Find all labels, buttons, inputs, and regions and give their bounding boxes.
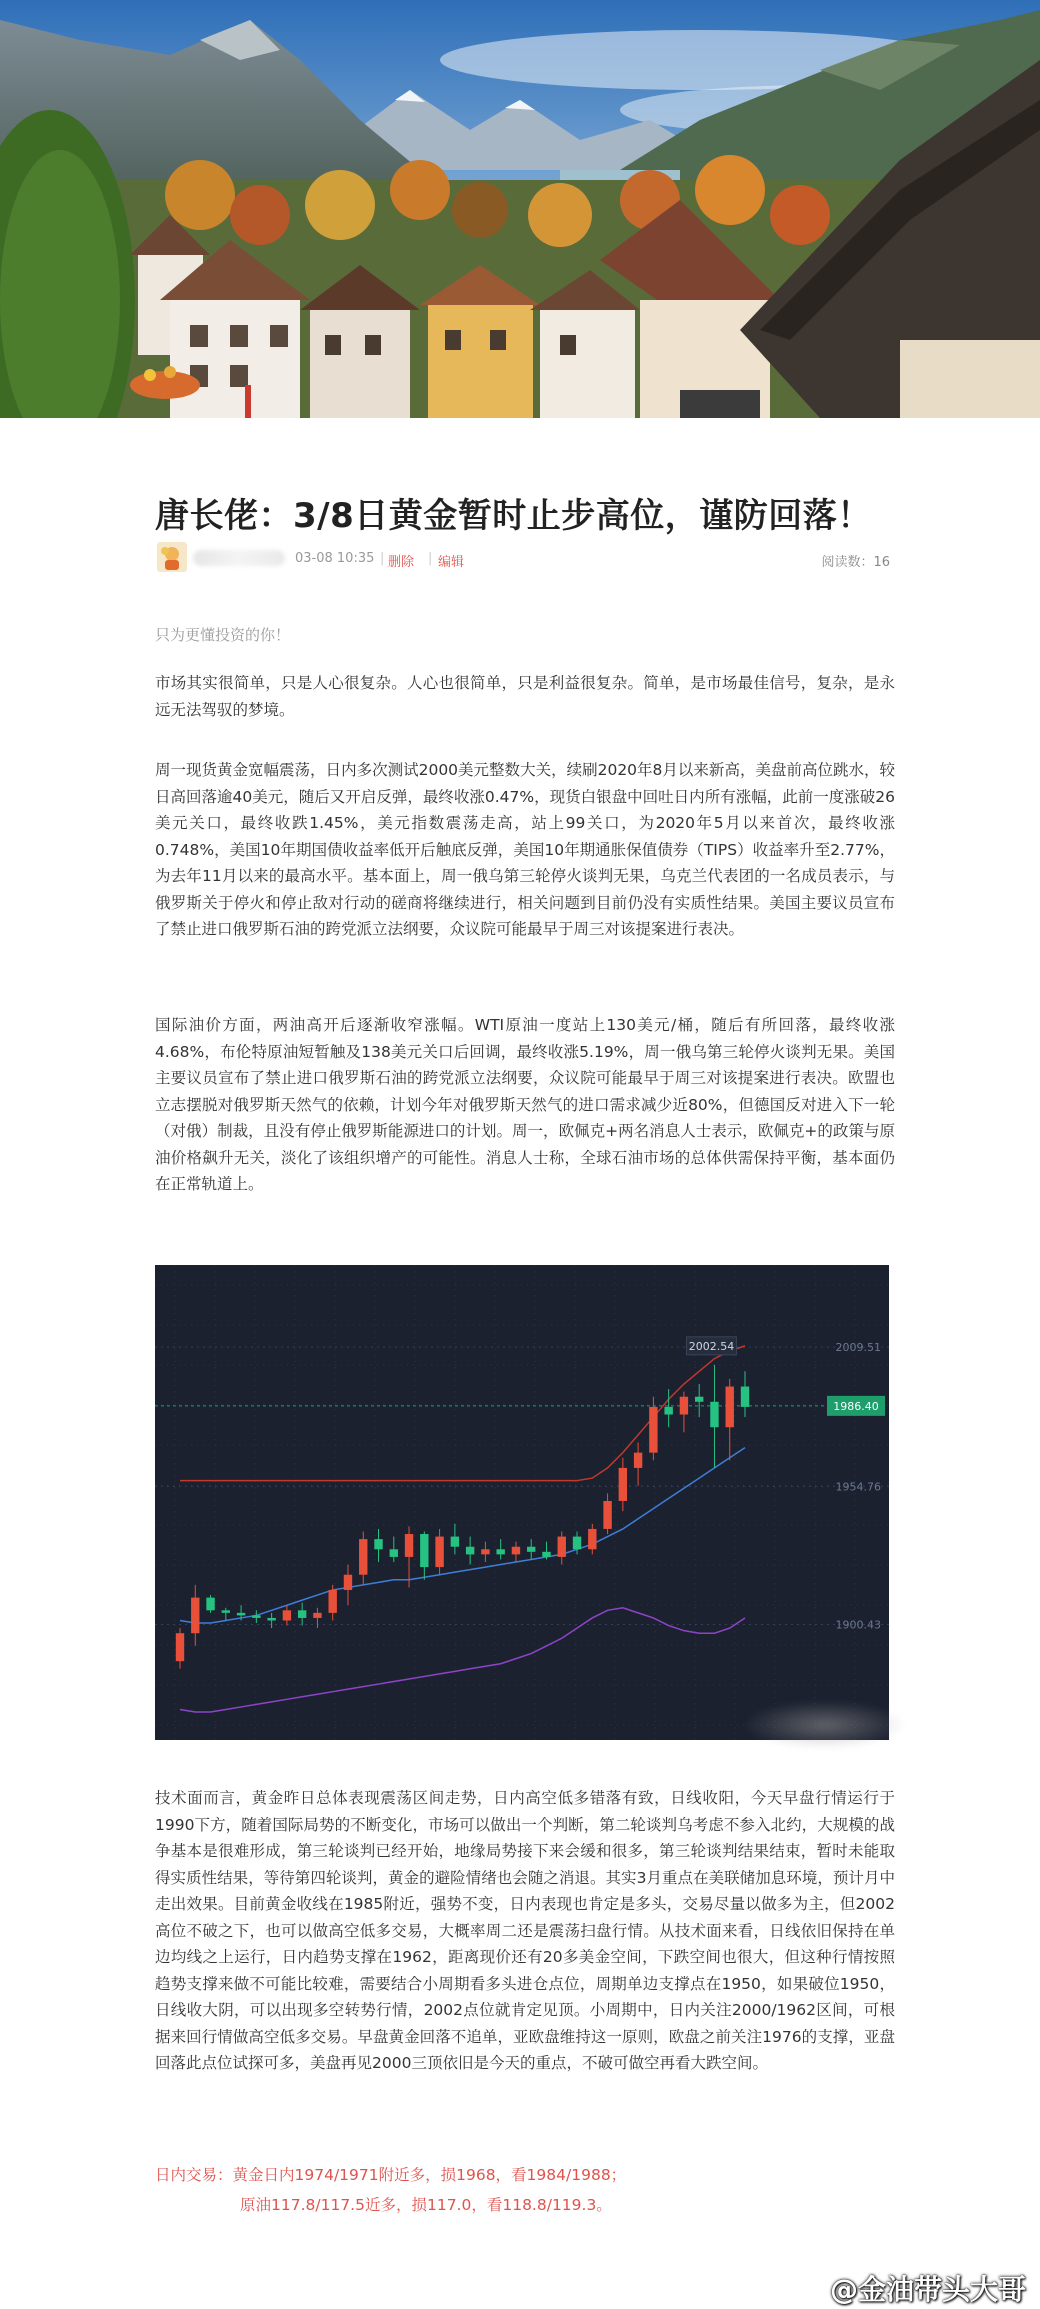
candle-body [313, 1613, 321, 1618]
article-meta [155, 542, 890, 582]
article-title: 唐长佬：3/8日黄金暂时止步高位，谨防回落！ [155, 496, 872, 536]
candle-body [252, 1615, 260, 1618]
author-name-blurred [193, 550, 285, 566]
candle-body [466, 1547, 474, 1555]
brand-watermark: @金油带头大哥 [829, 2273, 1026, 2306]
candle-body [344, 1575, 352, 1590]
candle-body [405, 1534, 413, 1557]
candle-body [649, 1407, 657, 1453]
candle-body [710, 1402, 718, 1427]
candle-body [237, 1613, 245, 1616]
candle-body [298, 1610, 306, 1618]
high-price-label: 2002.54 [688, 1339, 735, 1353]
article-tagline: 只为更懂投资的你！ [155, 626, 291, 644]
candle-body [222, 1610, 230, 1613]
price-level-label: 1954.76 [835, 1480, 881, 1494]
candle-body [726, 1387, 734, 1428]
candle-body [374, 1539, 382, 1549]
candle-body [634, 1453, 642, 1468]
gold-candlestick-chart [155, 1265, 889, 1740]
paragraph-gold-fundamentals: 周一现货黄金宽幅震荡，日内多次测试2000美元整数大关，续刷2020年8月以来新高，美盘前高位跳水，较日高回落逾40美元，随后又开启反弹，最终收涨0.47%，现货白银盘中回吐日内所有涨幅，此前一度涨破26美元关口，最终收跌1.45%，美元指数震荡走高，站上99关口，为2020年5月以来首次，最终收涨0.748%，美国10年期国债收益率低开后触底反弹，美国10年期通胀保值债券（TIPS）收益率升至2.77%，为去年11月以来的最高水平。基本面上，周一俄乌第三轮停火谈判无果，乌克兰代表团的一名成员表示，与俄罗斯关于停火和停止敌对行动的磋商将继续进行，相关问题到目前仍没有实质性结果。美国主要议员宣布了禁止进口俄罗斯石油的跨党派立法纲要，众议院可能最早于周三对该提案进行表决。 [155, 761, 895, 938]
candle-body [191, 1598, 199, 1634]
upper-band-line [180, 1346, 745, 1481]
candle-body [329, 1590, 337, 1613]
paragraph-intro: 市场其实很简单，只是人心很复杂。人心也很简单，只是利益很复杂。简单，是市场最佳信号，复杂，是永远无法驾驭的梦境。 [155, 674, 895, 719]
candle-body [527, 1547, 535, 1552]
candle-body [359, 1539, 367, 1575]
candle-body [481, 1549, 489, 1554]
candle-body [435, 1537, 443, 1568]
candle-body [420, 1534, 428, 1567]
candle-body [680, 1397, 688, 1415]
trade-suggestion [155, 2160, 626, 2220]
candle-body [496, 1549, 504, 1554]
candle-body [176, 1633, 184, 1661]
candle-body [390, 1549, 398, 1557]
delete-link[interactable]: 删除 [388, 555, 415, 570]
meta-separator: | [380, 551, 385, 566]
candle-body [588, 1529, 596, 1549]
candle-body [283, 1610, 291, 1620]
candle-body [741, 1387, 749, 1407]
candle-body [619, 1468, 627, 1501]
candle-body [512, 1547, 520, 1555]
candle-body [542, 1552, 550, 1557]
price-level-label: 2009.51 [835, 1341, 881, 1355]
watermark-blurred [742, 1700, 907, 1750]
publish-time: 03-08 10:35 [295, 551, 375, 566]
current-price-label: 1986.40 [833, 1399, 879, 1413]
price-level-label: 1900.43 [835, 1618, 881, 1632]
trade-oil-line: 原油117.8/117.5近多，损117.0，看118.8/119.3。 [240, 2196, 612, 2214]
hero-landscape-image [0, 0, 1040, 418]
read-count: 阅读数：16 [821, 555, 890, 570]
candle-body [695, 1397, 703, 1402]
candle-body [573, 1537, 581, 1550]
candle-body [603, 1501, 611, 1529]
edit-link[interactable]: 编辑 [438, 555, 465, 570]
candle-body [206, 1598, 214, 1611]
middle-band-line [180, 1448, 745, 1623]
candle-body [664, 1407, 672, 1415]
meta-separator: | [428, 551, 433, 566]
avatar[interactable] [157, 542, 187, 572]
paragraph-technical: 技术面而言，黄金昨日总体表现震荡区间走势，日内高空低多错落有致，日线收阳，今天早盘行情运行于1990下方，随着国际局势的不断变化，市场可以做出一个判断，第二轮谈判乌考虑不参入北约，大规模的战争基本是很难形成，第三轮谈判已经开始，地缘局势接下来会缓和很多，第三轮谈判结果结束，暂时未能取得实质性结果，等待第四轮谈判，黄金的避险情绪也会随之消退。其实3月重点在美联储加息环境，预计月中走出效果。目前黄金收线在1985附近，强势不变，日内表现也肯定是多头，交易尽量以做多为主，但2002高位不破之下，也可以做高空低多交易，大概率周二还是震荡扫盘行情。从技术面来看，日线依旧保持在单边均线之上运行，日内趋势支撑在1962，距离现价还有20多美金空间，下跌空间也很大，但这种行情按照趋势支撑来做不可能比较难，需要结合小周期看多头进仓点位，周期单边支撑点在1950，如果破位1950，日线收大阴，可以出现多空转势行情，2002点位就肯定见顶。小周期中，日内关注2000/1962区间，可根据来回行情做高空低多交易。早盘黄金回落不追单，亚欧盘维持这一原则，欧盘之前关注1976的支撑，亚盘回落此点位试探可多，美盘再见2000三顶依旧是今天的重点，不破可做空再看大跌空间。 [155, 1789, 895, 2072]
candle-body [558, 1537, 566, 1557]
candle-body [451, 1537, 459, 1547]
lower-band-line [180, 1608, 745, 1712]
candle-body [267, 1618, 275, 1621]
trade-gold-line: 日内交易：黄金日内1974/1971附近多，损1968，看1984/1988； [155, 2166, 627, 2184]
paragraph-oil: 国际油价方面，两油高开后逐渐收窄涨幅。WTI原油一度站上130美元/桶，随后有所回落，最终收涨4.68%，布伦特原油短暂触及138美元关口后回调，最终收涨5.19%，周一俄乌第三轮停火谈判无果。美国主要议员宣布了禁止进口俄罗斯石油的跨党派立法纲要，众议院可能最早于周三对该提案进行表决。欧盟也立志摆脱对俄罗斯天然气的依赖，计划今年对俄罗斯天然气的进口需求减少近80%，但德国反对进入下一轮（对俄）制裁，且没有停止俄罗斯能源进口的计划。周一，欧佩克+两名消息人士表示，欧佩克+的政策与原油价格飙升无关，淡化了该组织增产的可能性。消息人士称，全球石油市场的总体供需保持平衡，基本面仍在正常轨道上。 [155, 1016, 895, 1193]
